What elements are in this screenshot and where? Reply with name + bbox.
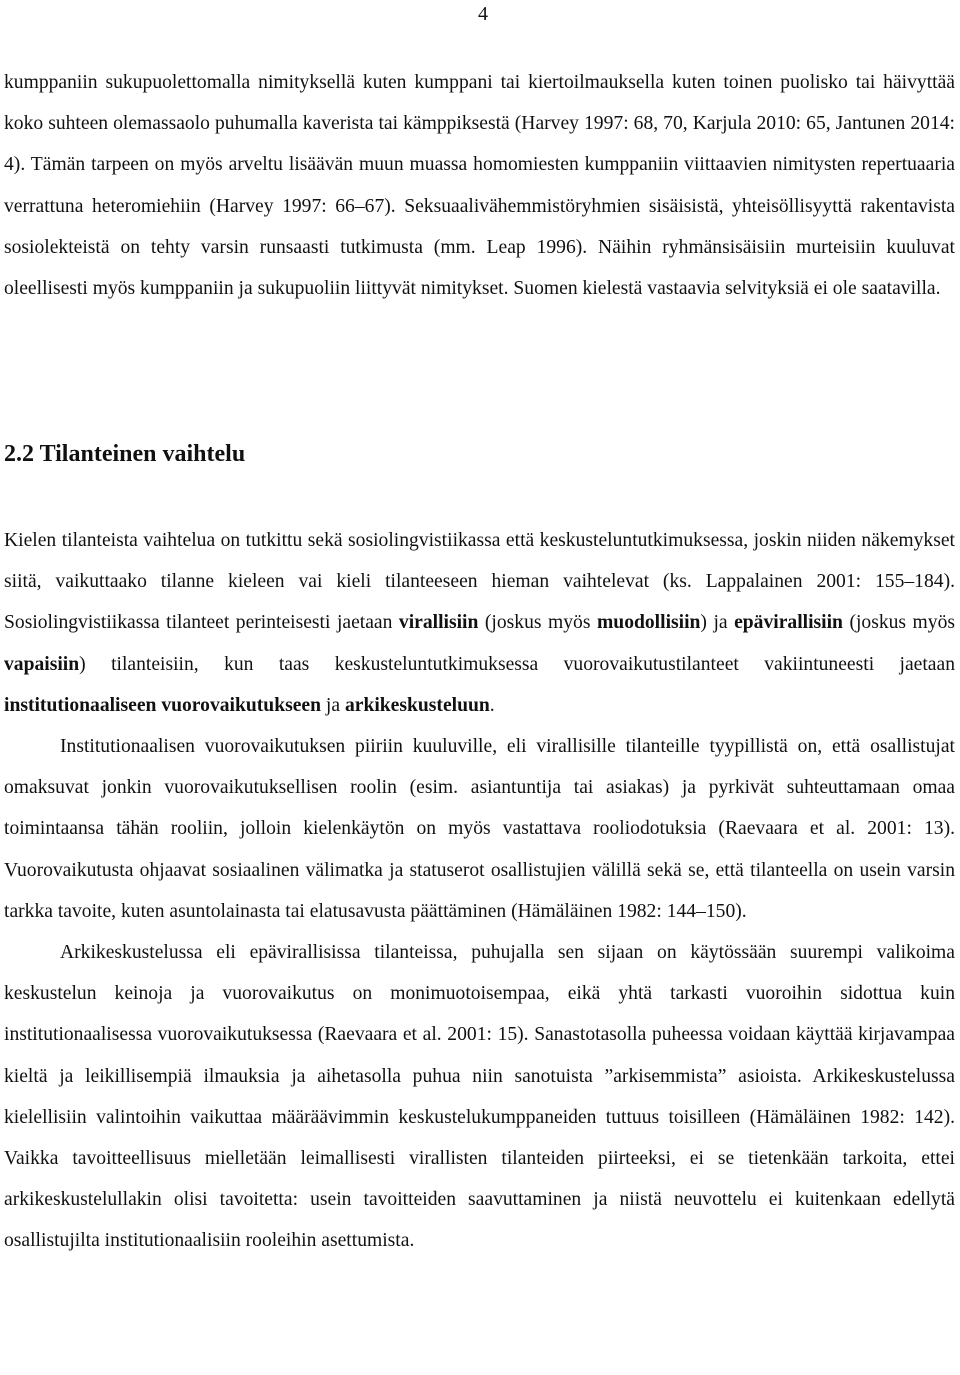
paragraph-2-text-1: Kielen tilanteista vaihtelua on tutkittu sekä sosiolingvistiikassa että keskusteluntutkimuksessa, joskin niiden näkemykset siitä, vaikuttaako tilanne kieleen vai kieli tilanteeseen hieman vaihtelevat (ks. Lappalainen 2001: 155–184). Sosiolingvistiikassa tilanteet perinteisesti jaetaan	[4, 530, 955, 634]
paragraph-2	[4, 520, 955, 726]
paragraph-2-text-7: .	[489, 694, 495, 716]
term-arkikeskusteluun: arkikeskusteluun	[344, 694, 490, 716]
page-number: 4	[478, 3, 488, 25]
paragraph-2-text-4: (joskus myös	[842, 612, 956, 634]
term-institutionaaliseen-vuorovaikutukseen: institutionaaliseen vuorovaikutukseen	[4, 694, 322, 716]
paragraph-2-text-6: ja	[321, 694, 345, 716]
paragraph-1-text: kumppaniin sukupuolettomalla nimityksellä kuten kumppani tai kiertoilmauksella kuten toinen puolisko tai häivyttää koko suhteen olemassaolo puhumalla kaverista tai kämppiksestä (Harvey 1997: 68, 70, Karjula 2010: 65, Jantunen 2014: 4). Tämän tarpeen on myös arveltu lisäävän muun muassa homomiesten kumppaniin viittaavien nimitysten repertuaaria verrattuna heteromiehiin (Harvey 1997: 66–67). Seksuaalivähemmistöryhmien sisäisistä, yhteisöllisyyttä rakentavista sosiolekteistä on tehty varsin runsaasti tutkimusta (mm. Leap 1996). Näihin ryhmänsisäisiin murteisiin kuuluvat oleellisesti myös kumppaniin ja sukupuoliin liittyvät nimitykset. Suomen kielestä vastaavia selvityksiä ei ole saatavilla.	[4, 72, 955, 300]
paragraph-1	[4, 62, 955, 309]
term-muodollisiin: muodollisiin	[596, 612, 701, 634]
paragraph-4: Arkikeskustelussa eli epävirallisissa tilanteissa, puhujalla sen sijaan on käytössään suurempi valikoima keskustelun keinoja ja vuorovaikutus on monimuotoisempaa, eikä yhtä tarkasti vuoroihin sidottua kuin institutionaalisessa vuorovaikutuksessa (Raevaara et al. 2001: 15). Sanastotasolla puheessa voidaan käyttää kirjavampaa kieltä ja leikillisempiä ilmauksia ja aihetasolla puhua niin sanotuista ”arkisemmista” asioista. Arkikeskustelussa kielellisiin valintoihin vaikuttaa määräävimmin keskustelukumppaneiden tuttuus toisilleen (Hämäläinen 1982: 142). Vaikka tavoitteellisuus mielletään leimallisesti virallisten tilanteiden piirteeksi, ei se tietenkään tarkoita, ettei arkikeskustelullakin olisi tavoitetta: usein tavoitteiden saavuttaminen ja niistä neuvottelu ei kuitenkaan edellytä osallistujilta institutionaalisiin rooleihin asettumista.	[4, 942, 955, 1252]
term-virallisiin: virallisiin	[398, 612, 479, 634]
paragraph-2-text-2: (joskus myös	[478, 612, 597, 634]
section-body	[4, 520, 955, 1262]
paragraph-2-text-5: ) tilanteisiin, kun taas keskusteluntutkimuksessa vuorovaikutustilanteet vakiintuneesti jaetaan	[79, 653, 955, 675]
term-vapaisiin: vapaisiin	[4, 653, 80, 675]
paragraph-3: Institutionaalisen vuorovaikutuksen piiriin kuuluville, eli virallisille tilanteille tyypillistä on, että osallistujat omaksuvat jonkin vuorovaikutuksellisen roolin (esim. asiantuntija tai asiakas) ja pyrkivät suhteuttamaan omaa toimintaansa tähän rooliin, jolloin kielenkäytön on myös vastattava rooliodotuksia (Raevaara et al. 2001: 13). Vuorovaikutusta ohjaavat sosiaalinen välimatka ja statuserot osallistujien välillä sekä se, että tilanteella on usein varsin tarkka tavoite, kuten asuntolainasta tai elatusavusta päättäminen (Hämäläinen 1982: 144–150).	[4, 736, 955, 922]
section-heading: 2.2 Tilanteinen vaihtelu	[4, 441, 246, 467]
term-epavirallisiin: epävirallisiin	[734, 612, 843, 634]
paragraph-2-text-3: ) ja	[700, 612, 735, 634]
